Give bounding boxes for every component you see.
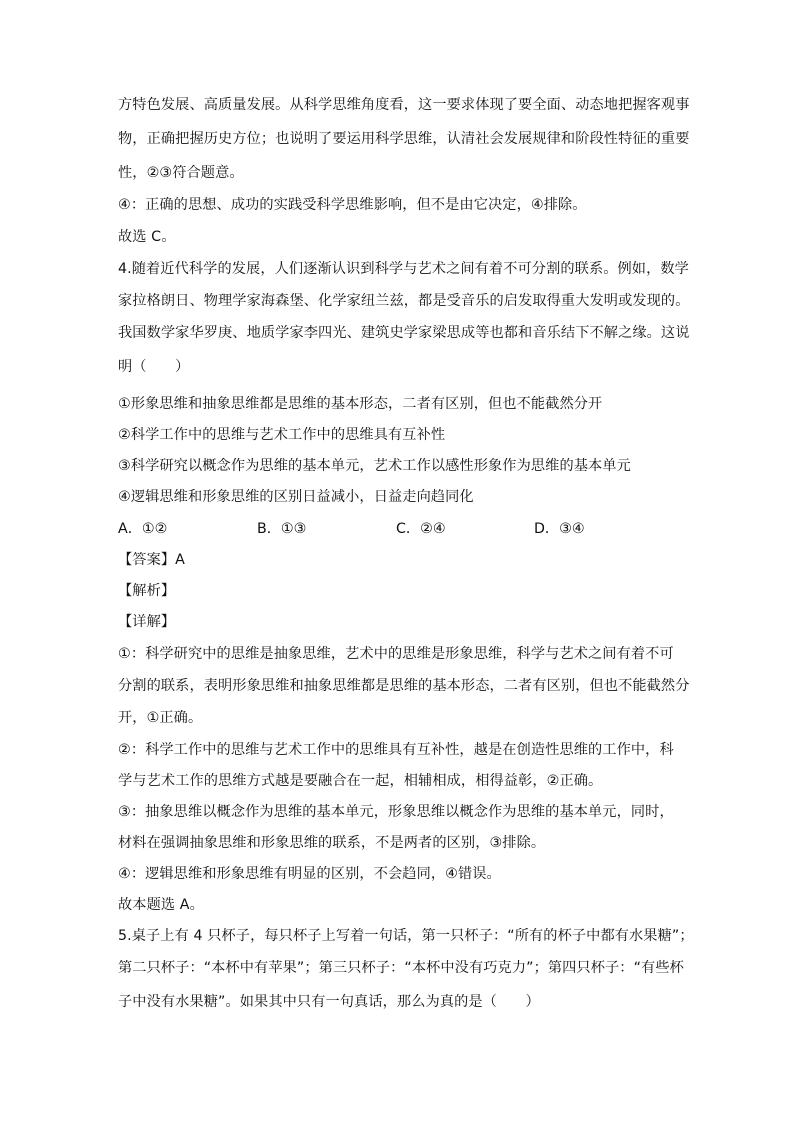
q4-option-c: C．②④ (396, 521, 446, 537)
q4-analysis-heading: 【解析】 (118, 583, 176, 599)
prev-explanation-line-2: 物，正确把握历史方位；也说明了要运用科学思维，认清社会发展规律和阶段性特征的重要 (118, 131, 690, 147)
q4-option-a: A．①② (118, 521, 168, 537)
q4-explanation-line-1: ①：科学研究中的思维是抽象思维，艺术中的思维是形象思维，科学与艺术之间有着不可 (118, 646, 674, 662)
q4-statement-4: ④逻辑思维和形象思维的区别日益减小，日益走向趋同化 (118, 489, 474, 505)
q4-statement-3: ③科学研究以概念作为思维的基本单元，艺术工作以感性形象作为思维的基本单元 (118, 458, 631, 474)
q4-statement-2: ②科学工作中的思维与艺术工作中的思维具有互补性 (118, 427, 446, 443)
q4-option-d: D．③④ (534, 521, 585, 537)
q4-detail-heading: 【详解】 (118, 614, 176, 630)
q4-explanation-line-6: ③：抽象思维以概念作为思维的基本单元，形象思维以概念作为思维的基本单元，同时， (118, 804, 674, 820)
q4-statement-1: ①形象思维和抽象思维都是思维的基本形态，二者有区别，但也不能截然分开 (118, 396, 603, 412)
q4-explanation-line-2: 分割的联系，表明形象思维和抽象思维都是思维的基本形态，二者有区别，但也不能截然分 (118, 678, 690, 694)
q4-stem-line-2: 家拉格朗日、物理学家海森堡、化学家纽兰兹，都是受音乐的启发取得重大发明或发现的。 (118, 293, 690, 309)
q5-stem-line-3: 子中没有水果糖”。如果其中只有一句真话，那么为真的是（ ） (118, 994, 540, 1010)
q4-explanation-line-7: 材料在强调抽象思维和形象思维的联系，不是两者的区别，③排除。 (118, 835, 546, 851)
q4-conclusion: 故本题选 A。 (118, 897, 204, 913)
q4-stem-line-1: 4.随着近代科学的发展，人们逐渐认识到科学与艺术之间有着不可分割的联系。例如，数学 (118, 261, 689, 277)
q4-answer: 【答案】A (118, 552, 185, 568)
prev-conclusion: 故选 C。 (118, 229, 176, 245)
prev-explanation-line-4: ④：正确的思想、成功的实践受科学思维影响，但不是由它决定，④排除。 (118, 197, 587, 213)
q5-stem-line-1: 5.桌子上有 4 只杯子，每只杯子上写着一句话，第一只杯子：“所有的杯子中都有水果糖”； (118, 928, 694, 944)
prev-explanation-line-1: 方特色发展、高质量发展。从科学思维角度看，这一要求体现了要全面、动态地把握客观事 (118, 97, 690, 113)
q4-explanation-line-5: 学与艺术工作的思维方式越是要融合在一起，相辅相成，相得益彰，②正确。 (118, 773, 603, 789)
q4-stem-line-4: 明（ ） (118, 359, 190, 375)
q4-explanation-line-3: 开，①正确。 (118, 710, 203, 726)
q4-explanation-line-4: ②：科学工作中的思维与艺术工作中的思维具有互补性，越是在创造性思维的工作中，科 (118, 742, 674, 758)
q4-option-b: B．①③ (257, 521, 307, 537)
q4-explanation-line-8: ④：逻辑思维和形象思维有明显的区别，不会趋同，④错误。 (118, 866, 501, 882)
q5-stem-line-2: 第二只杯子：“本杯中有苹果”；第三只杯子：“本杯中没有巧克力”；第四只杯子：“有些杯 (118, 960, 684, 976)
q4-stem-line-3: 我国数学家华罗庚、地质学家李四光、建筑史学家梁思成等也都和音乐结下不解之缘。这说 (118, 325, 690, 341)
prev-explanation-line-3: 性，②③符合题意。 (118, 165, 244, 181)
